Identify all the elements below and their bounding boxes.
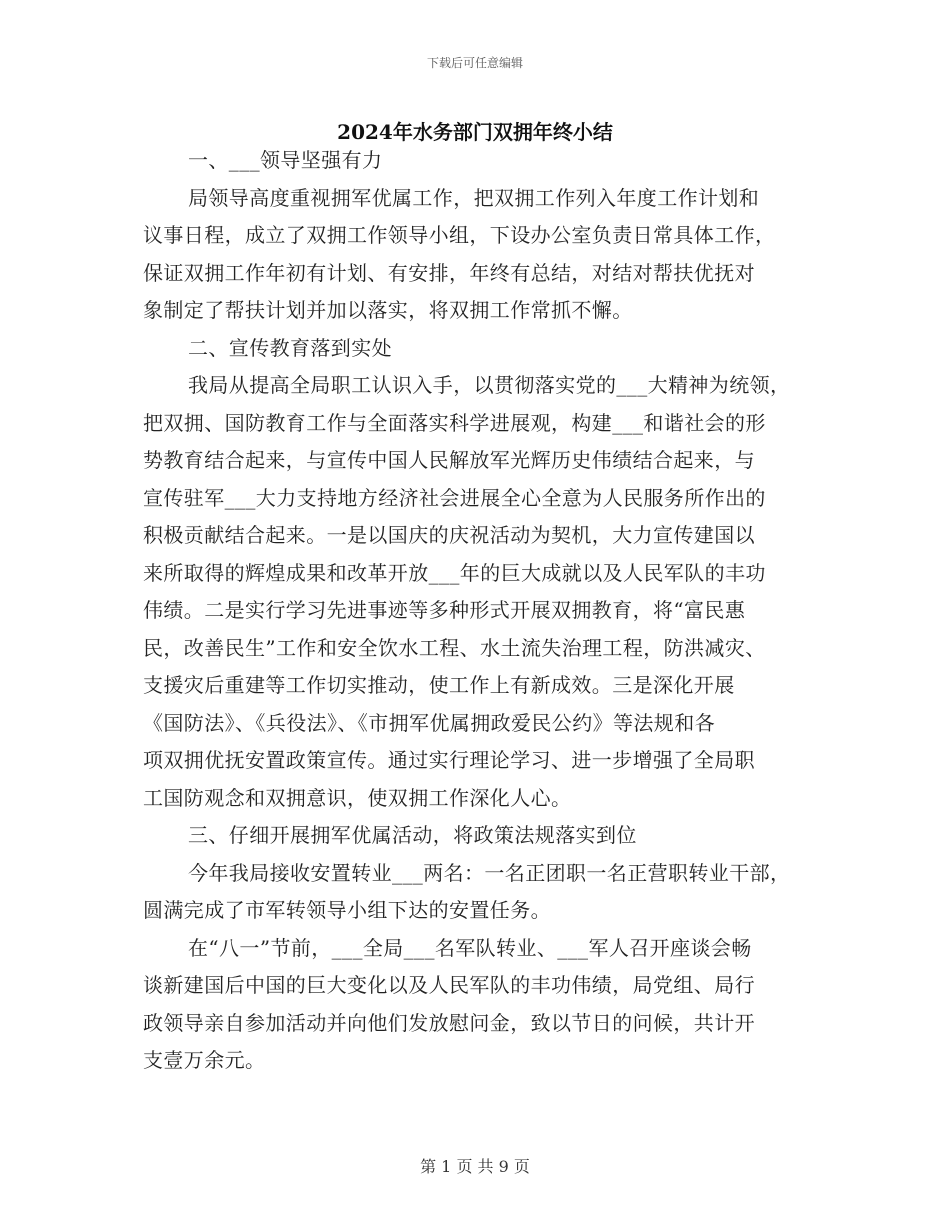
paragraph-line: 积极贡献结合起来。一是以国庆的庆祝活动为契机，大力宣传建国以 (143, 523, 755, 547)
paragraph-line: 议事日程，成立了双拥工作领导小组，下设办公室负责日常具体工作， (143, 223, 776, 247)
paragraph-line: 项双拥优抚安置政策宣传。通过实行理论学习、进一步增强了全局职 (143, 748, 755, 772)
paragraph-line: 《国防法》、《兵役法》、《市拥军优属拥政爱民公约》等法规和各 (143, 710, 715, 735)
paragraph-line: 支援灾后重建等工作切实推动，使工作上有新成效。三是深化开展 (143, 673, 735, 697)
paragraph-line: 保证双拥工作年初有计划、有安排，年终有总结，对结对帮扶优抚对 (143, 260, 755, 285)
paragraph-line: 圆满完成了市军转领导小组下达的安置任务。 (143, 898, 551, 922)
paragraph-line: 今年我局接收安置转业___两名：一名正团职一名正营职转业干部， (188, 860, 791, 885)
section-heading: 一、___领导坚强有力 (188, 148, 383, 172)
paragraph-line: 把双拥、国防教育工作与全面落实科学进展观，构建___和谐社会的形 (143, 410, 766, 435)
document-title: 2024年水务部门双拥年终小结 (337, 120, 613, 144)
document-body (143, 142, 815, 1080)
page-header-note: 下载后可任意编辑 (426, 56, 523, 70)
section-heading: 三、仔细开展拥军优属活动，将政策法规落实到位 (188, 823, 637, 847)
page-number-footer: 第 1 页 共 9 页 (420, 1157, 530, 1176)
paragraph-line: 伟绩。二是实行学习先进事迹等多种形式开展双拥教育，将“富民惠 (143, 598, 746, 622)
section-heading: 二、宣传教育落到实处 (188, 335, 392, 360)
paragraph-line: 支壹万余元。 (143, 1048, 266, 1072)
paragraph-line: 民，改善民生”工作和安全饮水工程、水土流失治理工程，防洪减灾、 (143, 635, 766, 660)
paragraph-line: 宣传驻军___大力支持地方经济社会进展全心全意为人民服务所作出的 (143, 485, 766, 510)
paragraph-line: 工国防观念和双拥意识，使双拥工作深化人心。 (143, 785, 572, 810)
paragraph-line: 在“八一”节前，___全局___名军队转业、___军人召开座谈会畅 (188, 935, 752, 960)
paragraph-line: 来所取得的辉煌成果和改革开放___年的巨大成就以及人民军队的丰功 (143, 560, 766, 585)
paragraph-line: 象制定了帮扶计划并加以落实，将双拥工作常抓不懈。 (143, 298, 633, 322)
paragraph-line: 我局从提高全局职工认识入手，以贯彻落实党的___大精神为统领， (188, 373, 791, 397)
paragraph-line: 局领导高度重视拥军优属工作，把双拥工作列入年度工作计划和 (188, 185, 760, 210)
paragraph-line: 势教育结合起来，与宣传中国人民解放军光辉历史伟绩结合起来，与 (143, 448, 755, 472)
paragraph-line: 政领导亲自参加活动并向他们发放慰问金，致以节日的问候，共计开 (143, 1010, 755, 1035)
paragraph-line: 谈新建国后中国的巨大变化以及人民军队的丰功伟绩，局党组、局行 (143, 973, 755, 997)
